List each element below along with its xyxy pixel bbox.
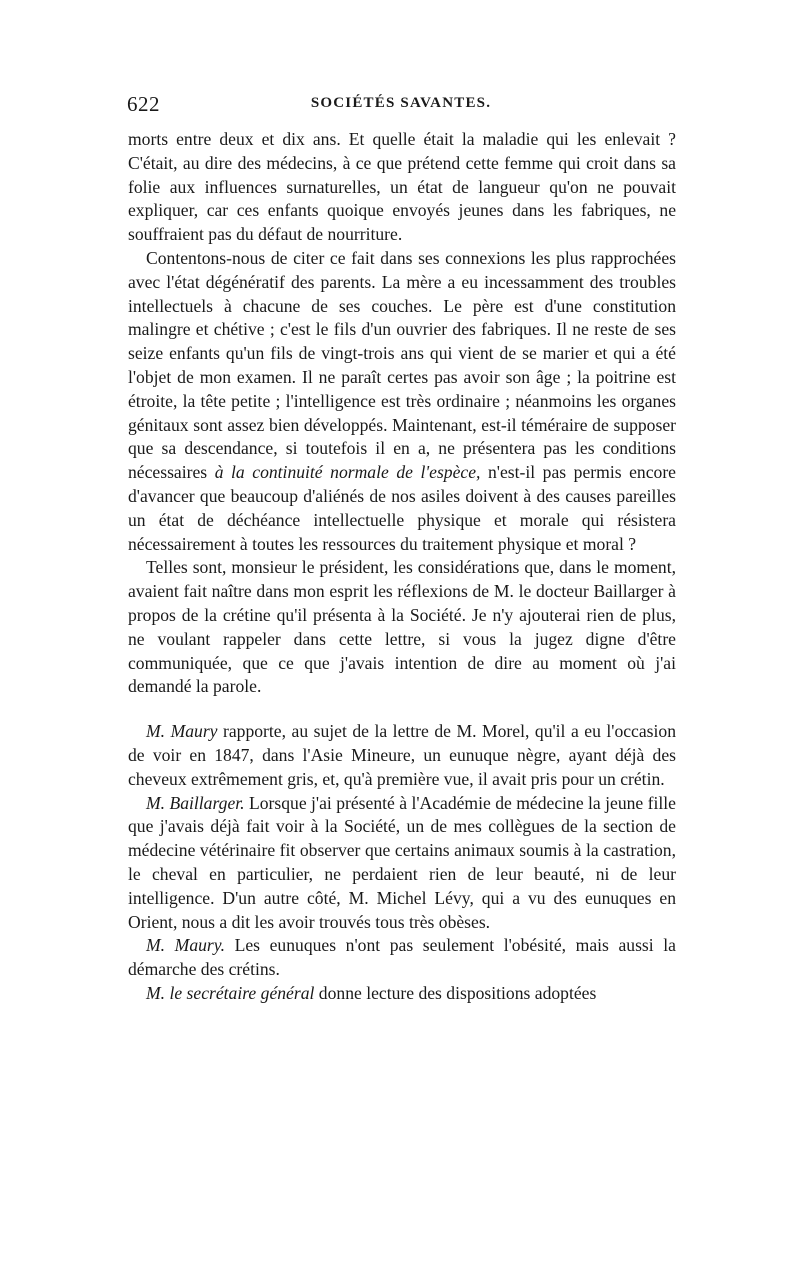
speaker-name: M. Baillarger.	[146, 792, 245, 813]
paragraph-text: morts entre deux et dix ans. Et quelle était la maladie qui les enlevait ? C'était, au dire des médecins, à ce que prétend cette femme qui croit dans sa folie aux influences surnaturelles, un état de langueur qu'on ne pouvait expliquer, car ces enfants quoique envoyés jeunes dans les fabriques, ne souffraient pas du défaut de nourriture.	[128, 129, 676, 245]
paragraph-secretaire	[128, 982, 676, 1006]
running-head: SOCIÉTÉS SAVANTES.	[310, 95, 492, 111]
paragraph-maury-1	[128, 720, 676, 791]
paragraph-conclusion	[128, 556, 676, 699]
speaker-name: M. le secrétaire général	[146, 982, 315, 1003]
paragraph-maury-2	[128, 934, 676, 982]
page-header	[127, 92, 675, 118]
paragraph-text: Contentons-nous de citer ce fait dans ses connexions les plus rapprochées avec l'état dégénératif des parents. La mère a eu incessamment des troubles intellectuels à chacune de ses couches. Le père est d'une constitution malingre et chétive ; c'est le fils d'un ouvrier des fabriques. Il ne reste de ses seize enfants qu'un fils de vingt-trois ans qui vient de se marier et qui a été l'objet de mon examen. Il ne paraît certes pas avoir son âge ; la poitrine est étroite, la tête petite ; l'intelligence est très ordinaire ; néanmoins les organes génitaux sont assez bien développés. Maintenant, est-il téméraire de supposer que sa descendance, si toutefois il en a, ne présentera pas les conditions nécessaires	[128, 247, 676, 483]
paragraph-continuation	[128, 128, 676, 247]
speaker-name: M. Maury	[146, 721, 218, 742]
speaker-name: M. Maury.	[146, 935, 225, 956]
paragraph-text: Telles sont, monsieur le président, les considérations que, dans le moment, avaient fait naître dans mon esprit les réflexions de M. le docteur Baillarger à propos de la crétine qu'il présenta à la Société. Je n'y ajouterai rien de plus, ne voulant rappeler dans cette lettre, si vous la jugez digne d'être communiquée, que ce que j'avais intention de dire au moment où j'ai demandé la parole.	[128, 557, 676, 697]
paragraph-text: Les eunuques n'ont pas seulement l'obésité, mais aussi la démarche des crétins.	[128, 935, 676, 980]
page-number: 622	[127, 92, 160, 116]
paragraph-text: donne lecture des dispositions adoptées	[318, 982, 597, 1003]
paragraph-text: Lorsque j'ai présenté à l'Académie de médecine la jeune fille que j'avais déjà fait voir à la Société, un de mes collègues de la section de médecine vétérinaire fit observer que certains animaux soumis à la castration, le cheval en particulier, ne perdaient rien de leur beauté, ni de leur intelligence. D'un autre côté, M. Michel Lévy, qui a vu des eunuques en Orient, nous a dit les avoir trouvés tous très obèses.	[128, 792, 676, 932]
italic-phrase: à la continuité normale de l'espèce,	[214, 462, 481, 483]
section-gap	[128, 699, 676, 720]
page-body	[128, 128, 676, 1006]
paragraph-parents	[128, 247, 676, 556]
paragraph-text: rapporte, au sujet de la lettre de M. Morel, qu'il a eu l'occasion de voir en 1847, dans l'Asie Mineure, un eunuque nègre, ayant déjà des cheveux extrêmement gris, et, qu'à première vue, il avait pris pour un crétin.	[128, 721, 676, 789]
paragraph-text-after: n'est-il pas permis encore d'avancer que beaucoup d'aliénés de nos asiles doivent à des causes pareilles un état de déchéance intellectuelle physique et morale qui résistera nécessairement à toutes les ressources du traitement physique et moral ?	[128, 462, 676, 554]
paragraph-baillarger	[128, 792, 676, 935]
